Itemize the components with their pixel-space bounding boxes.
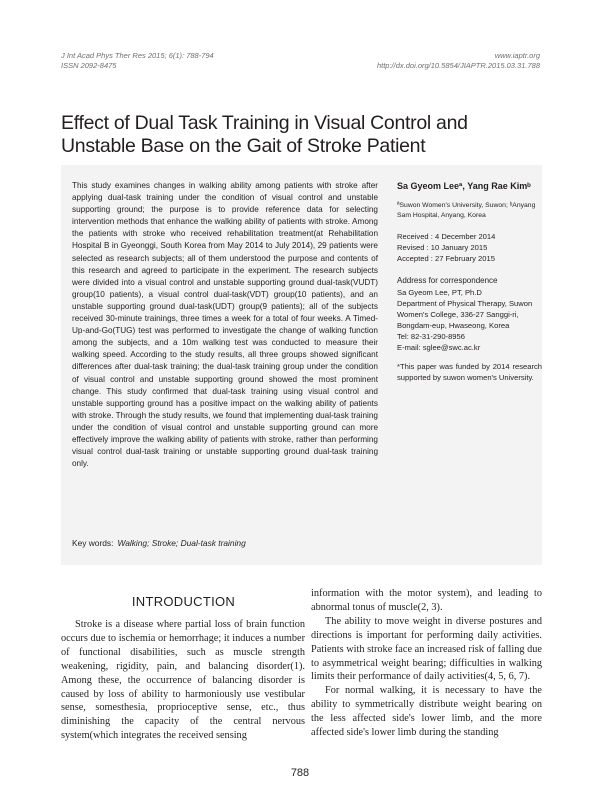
funding-note: *This paper was funded by 2014 research supported by suwon women's University.: [397, 362, 542, 382]
affiliation: ªSuwon Women's University, Suwon; ᵇAnyang Sam Hospital, Anyang, Korea: [397, 202, 536, 219]
issn-line: ISSN 2092-8475: [61, 61, 117, 70]
intro-paragraph: The ability to move weight in diverse postures and directions is important for performing daily activities. Patients with stroke face an increased risk of falling due to asymmetrical weight bearing; difficulties in walking limits their performance of daily activities(4, 5, 6, 7).: [311, 615, 542, 683]
intro-left-column: [61, 618, 305, 743]
intro-paragraph: For normal walking, it is necessary to have the ability to symmetrically distribute weight bearing on the less affected side's lower limb, and the more affected side's lower limb during the standing: [311, 685, 542, 739]
journal-links: [377, 51, 540, 71]
journal-citation: [61, 51, 214, 71]
keywords-label: Key words:: [72, 538, 114, 548]
doi-link[interactable]: http://dx.doi.org/10.5854/JIAPTR.2015.03.31.788: [376, 61, 540, 70]
received-date: Received : 4 December 2014: [397, 232, 496, 241]
intro-right-column: [311, 587, 542, 740]
article-info: [397, 180, 542, 383]
intro-paragraph: information with the motor system), and leading to abnormal tonus of muscle(2, 3).: [311, 588, 542, 613]
accepted-date: Accepted : 27 February 2015: [397, 254, 495, 263]
section-title: INTRODUCTION: [131, 594, 236, 609]
revised-date: Revised : 10 January 2015: [397, 243, 488, 252]
correspondence: [397, 275, 542, 353]
journal-citation-line: J Int Acad Phys Ther Res 2015; 6(1): 788-794: [61, 51, 214, 60]
authors: Sa Gyeom Leeª, Yang Rae Kimᵇ: [397, 181, 531, 191]
correspondence-name: Sa Gyeom Lee, PT, Ph.D: [397, 288, 482, 297]
keywords-value: Walking; Stroke; Dual-task training: [117, 538, 246, 548]
correspondence-tel: Tel: 82-31-290-8956: [397, 332, 465, 341]
paper-title: Effect of Dual Task Training in Visual Control and Unstable Base on the Gait of Stroke Patient: [61, 112, 468, 157]
page-number: 788: [290, 767, 310, 779]
correspondence-email[interactable]: E-mail: sglee@swc.ac.kr: [397, 343, 481, 352]
journal-url[interactable]: www.iaptr.org: [494, 51, 540, 60]
intro-paragraph: Stroke is a disease where partial loss of brain function occurs due to ischemia or hemorrhage; it induces a number of functional disabilities, such as muscle strength weakening, rigidity, pain, and balancing disorder(1). Among these, the occurrence of balancing disorder is caused by loss of ability to harmoniously use vestibular sense, somesthesia, proprioceptive sense, etc., thus diminishing the capacity of the central nervous system(which integrates the received sensing: [61, 619, 305, 742]
abstract-text: This study examines changes in walking ability among patients with stroke after applying dual-task training under the condition of visual control and unstable supporting ground; the purpose is to provide reference data for selecting intervention methods that enhance the walking ability of patients with stroke. Among the patients with stroke who received rehabilitation treatment(at Rehabilitation Hospital B in Gyeonggi, South Korea from May 2014 to July 2014), 29 patients were selected as research subjects; all of them understood the purpose and contents of this research and agreed to participate in the experiment. The research subjects were divided into a visual control and unstable supporting ground dual-task(VUDT) group(10 patients), a visual control dual-task(VDT) group(10 patients), and an unstable supporting ground dual-task(UDT) group(9 patients); all of the subjects received 30-minute trainings, three times a week for a total of four weeks. A Timed-Up-and-Go(TUG) test was performed to investigate the change of walking function among the subjects, and a 10m walking test was conducted to measure their walking speed. According to the study results, all three groups showed significant differences after dual-task training; the dual-task training group under the condition of visual control and unstable supporting ground showed the most prominent change. This study confirmed that dual-task training using visual control and unstable supporting ground has a positive impact on the walking ability of patients with stroke. Through the study results, we found that implementing dual-task training under the condition of visual control and unstable supporting ground can more effectively improve the walking ability of patients with stroke, rather than performing visual control dual-task training or unstable supporting ground dual-task training only.: [72, 181, 378, 469]
correspondence-address: Department of Physical Therapy, Suwon Women's College, 336-27 Sanggi-ri, Bongdam-eup, Hwaseong, Korea: [397, 299, 533, 330]
correspondence-heading: Address for correspondence: [397, 276, 498, 285]
keywords: [72, 538, 246, 548]
article-dates: [397, 231, 542, 264]
